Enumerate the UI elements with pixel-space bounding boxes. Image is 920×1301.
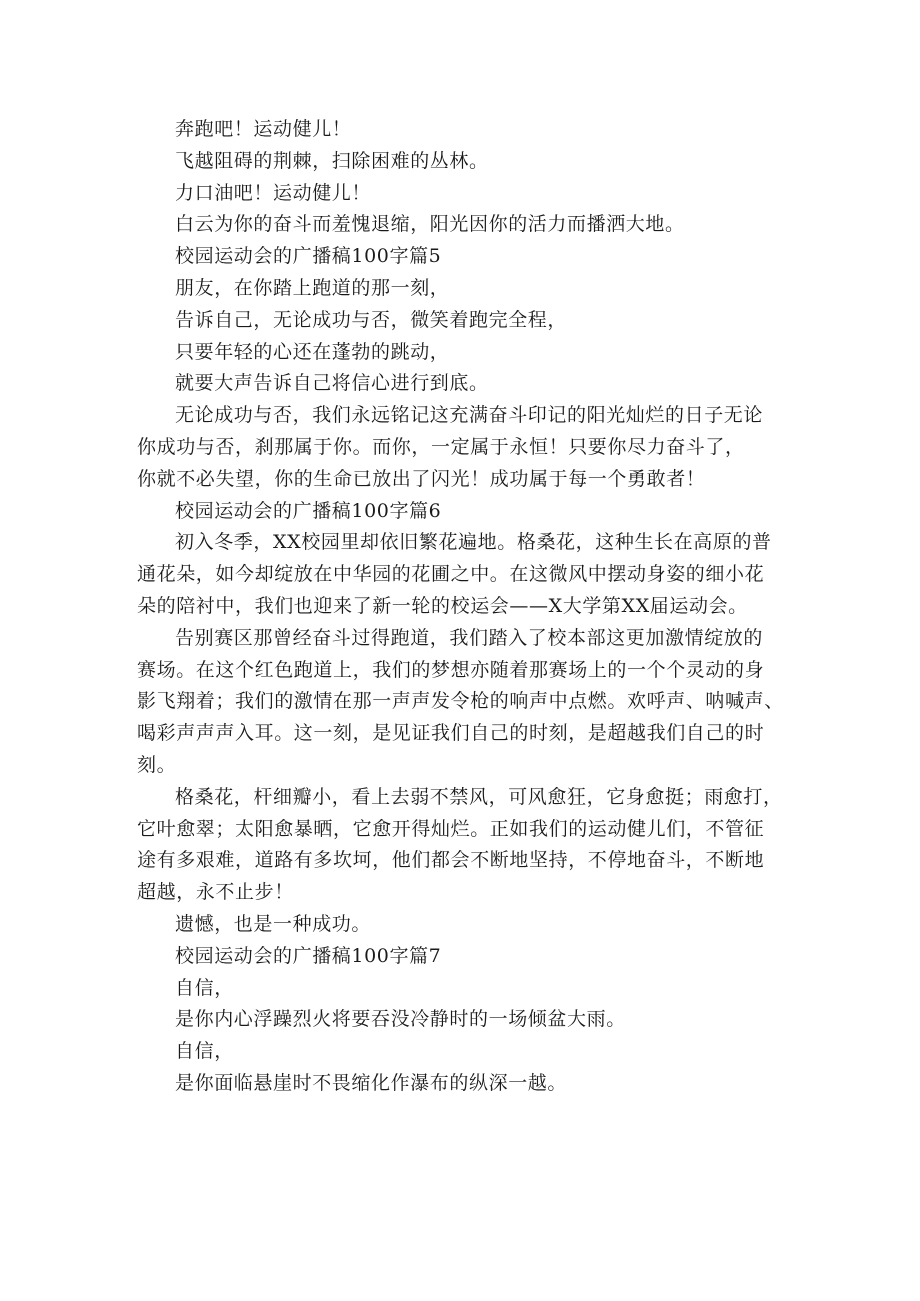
text-line: 就要大声告诉自己将信心进行到底。 [175,372,489,395]
text-line: 白云为你的奋斗而羞愧退缩，阳光因你的活力而播洒大地。 [175,213,685,236]
document-body [137,114,797,1100]
paragraph-line: 无论成功与否，我们永远铭记这充满奋斗印记的阳光灿烂的日子无论 [175,404,764,427]
text-line: 飞越阻碍的荆棘，扫除困难的丛林。 [175,149,489,172]
paragraph-line: 通花朵，如今却绽放在中华园的花圃之中。在这微风中摆动身姿的细小花 [137,563,765,586]
paragraph-line: 它叶愈翠；太阳愈暴晒，它愈开得灿烂。正如我们的运动健儿们，不管征 [137,817,765,840]
section-heading: 校园运动会的广播稿100字篇5 [175,245,442,268]
paragraph-line: 格桑花，杆细瓣小，看上去弱不禁风，可风愈狂，它身愈挺；雨愈打， [175,785,783,808]
text-line: 是你内心浮躁烈火将要吞没冷静时的一场倾盆大雨。 [175,1008,626,1031]
paragraph-line: 朵的陪衬中，我们也迎来了新一轮的校运会——X大学第XX届运动会。 [137,594,748,617]
paragraph-line: 超越，永不止步！ [137,881,294,904]
text-line: 自信， [175,1040,234,1063]
paragraph-line: 途有多艰难，道路有多坎坷，他们都会不断地坚持，不停地奋斗，不断地 [137,849,765,872]
paragraph-line: 你就不必失望，你的生命已放出了闪光！成功属于每一个勇敢者！ [137,467,706,490]
text-line: 自信， [175,976,234,999]
paragraph-line: 刻。 [137,753,177,776]
paragraph-line: 赛场。在这个红色跑道上，我们的梦想亦随着那赛场上的一个个灵动的身 [137,658,765,681]
paragraph-success [137,400,797,495]
text-line: 告诉自己，无论成功与否，微笑着跑完全程， [175,308,568,331]
paragraph-line: 喝彩声声声入耳。这一刻，是见证我们自己的时刻，是超越我们自己的时 [137,722,765,745]
text-line: 朋友，在你踏上跑道的那一刻， [175,276,450,299]
paragraph-gesang [137,782,797,909]
paragraph-line: 初入冬季，XX校园里却依旧繁花遍地。格桑花，这种生长在高原的普 [175,531,772,554]
section-heading: 校园运动会的广播稿100字篇6 [175,499,442,522]
paragraph-line: 告别赛区那曾经奋斗过得跑道，我们踏入了校本部这更加激情绽放的 [175,626,764,649]
text-line: 遗憾，也是一种成功。 [175,912,372,935]
text-line: 力口油吧！运动健儿！ [175,181,372,204]
text-line: 只要年轻的心还在蓬勃的跳动， [175,340,450,363]
section-heading: 校园运动会的广播稿100字篇7 [175,944,442,967]
paragraph-line: 影飞翔着；我们的激情在那一声声发令枪的响声中点燃。欢呼声、呐喊声、 [137,690,784,713]
text-line: 是你面临悬崖时不畏缩化作瀑布的纵深一越。 [175,1071,568,1094]
paragraph-farewell [137,623,797,782]
paragraph-line: 你成功与否，刹那属于你。而你，一定属于永恒！只要你尽力奋斗了， [137,435,745,458]
paragraph-winter [137,527,797,622]
text-line: 奔跑吧！运动健儿！ [175,118,352,140]
